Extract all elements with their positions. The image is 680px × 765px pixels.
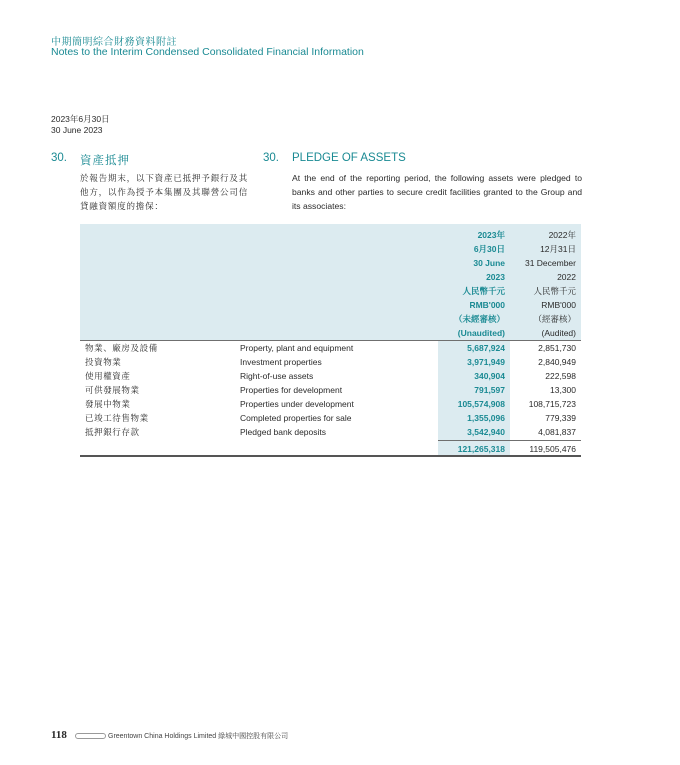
column-header-line: RMB'000 [541,300,576,310]
row-value-previous: 2,851,730 [538,343,576,353]
page-number: 118 [51,729,67,741]
row-value-previous: 779,339 [545,413,576,423]
footer-company: Greentown China Holdings Limited 綠城中國控股有限公司 [108,733,289,740]
column-header-current [440,228,505,340]
row-label-en: Properties for development [240,385,343,395]
row-value-current: 1,355,096 [467,413,505,423]
section-number-zh: 30. [51,152,67,164]
table-row [80,397,581,411]
row-value-previous: 13,300 [550,385,576,395]
column-header-line: (Audited) [541,328,576,338]
row-value-current: 3,971,949 [467,357,505,367]
row-value-previous: 4,081,837 [538,427,576,437]
section-text-en: At the end of the reporting period, the following assets were pledged to banks and other parties to secure credit facilities granted to the Group and its associates: [292,173,582,211]
row-label-en: Right-of-use assets [240,371,314,381]
section-title-zh: 資產抵押 [80,155,130,167]
column-header-line: RMB'000 [469,300,505,310]
column-header-line: 6月30日 [473,244,505,254]
column-header-line: 12月31日 [540,244,576,254]
row-label-en: Completed properties for sale [240,413,352,423]
row-label-zh: 使用權資產 [85,371,131,381]
row-label-zh: 發展中物業 [85,399,131,409]
column-header-line: （未經審核） [453,314,505,324]
total-current: 121,265,318 [457,444,505,454]
column-header-line: (Unaudited) [457,328,505,338]
total-rule [438,440,581,441]
column-header-line: 2022年 [548,230,576,240]
header-title-zh: 中期簡明綜合財務資料附註 [51,37,177,48]
column-header-previous [512,228,576,340]
row-value-current: 340,904 [474,371,505,381]
table-row [80,411,581,425]
table-row [80,341,581,355]
table-row [80,383,581,397]
total-previous: 119,505,476 [529,444,576,454]
column-header-line: 30 June [473,258,505,268]
column-header-line: 2022 [557,272,576,282]
column-header-line: （經審核） [533,314,576,324]
row-label-en: Properties under development [240,399,354,409]
row-label-en: Property, plant and equipment [240,343,354,353]
row-label-en: Investment properties [240,357,322,367]
row-label-zh: 物業、廠房及設備 [85,343,158,353]
header-title-en: Notes to the Interim Condensed Consolidated Financial Information [51,46,364,58]
column-header-line: 人民幣千元 [462,286,505,296]
row-value-current: 105,574,908 [457,399,505,409]
row-label-zh: 抵押銀行存款 [85,427,140,437]
total-row [80,442,581,456]
row-value-current: 3,542,940 [467,427,505,437]
table-row [80,425,581,439]
period-date-en: 30 June 2023 [51,125,103,135]
column-header-line: 2023年 [477,230,505,240]
table-row [80,355,581,369]
footer-divider [75,733,106,739]
column-header-line: 31 December [524,258,576,268]
row-label-zh: 已竣工待售物業 [85,413,149,423]
row-value-previous: 108,715,723 [528,399,576,409]
row-value-current: 791,597 [474,385,505,395]
row-label-zh: 投資物業 [85,357,122,367]
table-row [80,369,581,383]
row-value-previous: 222,598 [545,371,576,381]
column-header-line: 人民幣千元 [533,286,576,296]
row-label-en: Pledged bank deposits [240,427,327,437]
period-date-zh: 2023年6月30日 [51,114,110,124]
row-value-previous: 2,840,949 [538,357,576,367]
column-header-line: 2023 [486,272,505,282]
section-title-en: PLEDGE OF ASSETS [292,152,406,164]
table-bottom-rule [80,455,581,457]
section-number-en: 30. [263,152,279,164]
section-text-zh: 於報告期末，以下資產已抵押予銀行及其他方，以作為授予本集團及其聯營公司信貸融資額度的擔保： [80,173,248,211]
row-value-current: 5,687,924 [467,343,505,353]
row-label-zh: 可供發展物業 [85,385,140,395]
